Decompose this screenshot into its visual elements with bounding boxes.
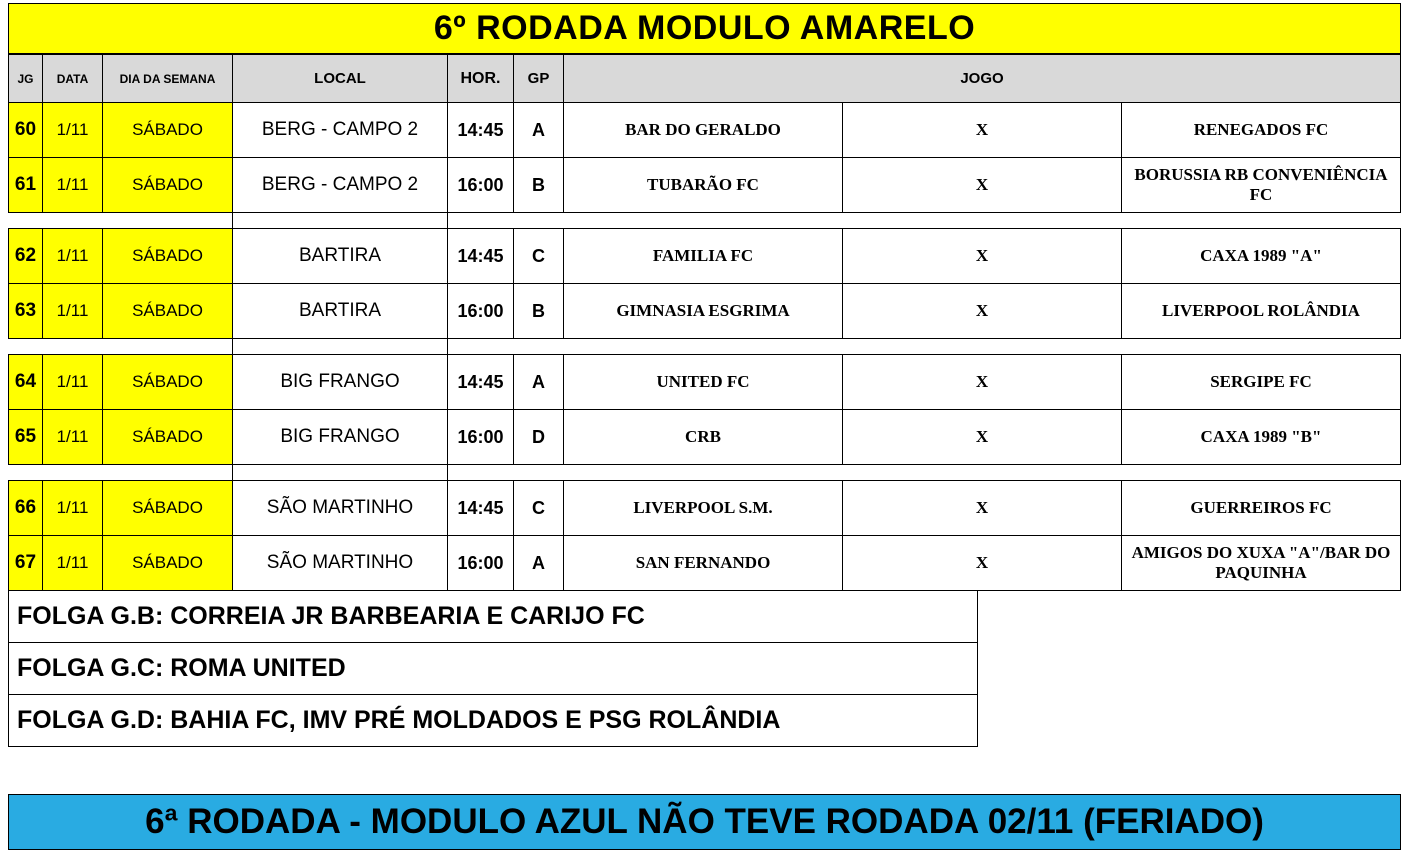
cell-dia: SÁBADO bbox=[103, 355, 233, 410]
cell-away-team: SERGIPE FC bbox=[1122, 355, 1401, 410]
cell-data: 1/11 bbox=[43, 229, 103, 284]
cell-dia: SÁBADO bbox=[103, 103, 233, 158]
cell-home-team: GIMNASIA ESGRIMA bbox=[564, 284, 843, 339]
cell-versus: X bbox=[843, 103, 1122, 158]
cell-local: SÃO MARTINHO bbox=[233, 481, 448, 536]
cell-hor: 16:00 bbox=[448, 284, 514, 339]
cell-hor: 16:00 bbox=[448, 158, 514, 213]
cell-away-team: BORUSSIA RB CONVENIÊNCIA FC bbox=[1122, 158, 1401, 213]
cell-dia: SÁBADO bbox=[103, 410, 233, 465]
column-header-jg: JG bbox=[9, 55, 43, 103]
table-header bbox=[9, 55, 1401, 103]
cell-jg: 66 bbox=[9, 481, 43, 536]
folga-list bbox=[8, 591, 978, 747]
cell-hor: 16:00 bbox=[448, 410, 514, 465]
cell-versus: X bbox=[843, 158, 1122, 213]
cell-gp: A bbox=[514, 536, 564, 591]
column-header-local: LOCAL bbox=[233, 55, 448, 103]
page-title: 6º RODADA MODULO AMARELO bbox=[433, 9, 976, 47]
cell-gp: A bbox=[514, 103, 564, 158]
cell-local: BERG - CAMPO 2 bbox=[233, 103, 448, 158]
cell-local: BERG - CAMPO 2 bbox=[233, 158, 448, 213]
cell-dia: SÁBADO bbox=[103, 284, 233, 339]
folga-item: FOLGA G.B: CORREIA JR BARBEARIA E CARIJO FC bbox=[8, 591, 978, 643]
cell-home-team: FAMILIA FC bbox=[564, 229, 843, 284]
block-separator bbox=[9, 465, 1401, 481]
cell-jg: 64 bbox=[9, 355, 43, 410]
cell-jg: 63 bbox=[9, 284, 43, 339]
cell-gp: C bbox=[514, 229, 564, 284]
table-row bbox=[9, 103, 1401, 158]
cell-local: BARTIRA bbox=[233, 284, 448, 339]
cell-hor: 14:45 bbox=[448, 481, 514, 536]
table-row bbox=[9, 229, 1401, 284]
cell-local: BIG FRANGO bbox=[233, 410, 448, 465]
cell-data: 1/11 bbox=[43, 103, 103, 158]
column-header-jogo: JOGO bbox=[564, 55, 1401, 103]
block-separator bbox=[9, 339, 1401, 355]
column-header-gp: GP bbox=[514, 55, 564, 103]
cell-versus: X bbox=[843, 229, 1122, 284]
cell-gp: B bbox=[514, 158, 564, 213]
table-row bbox=[9, 410, 1401, 465]
cell-jg: 60 bbox=[9, 103, 43, 158]
cell-away-team: CAXA 1989 "B" bbox=[1122, 410, 1401, 465]
cell-hor: 14:45 bbox=[448, 229, 514, 284]
cell-home-team: TUBARÃO FC bbox=[564, 158, 843, 213]
cell-local: BIG FRANGO bbox=[233, 355, 448, 410]
cell-gp: D bbox=[514, 410, 564, 465]
bottom-banner-text: 6ª RODADA - MODULO AZUL NÃO TEVE RODADA 02/11 (FERIADO) bbox=[145, 802, 1264, 841]
cell-hor: 16:00 bbox=[448, 536, 514, 591]
cell-home-team: UNITED FC bbox=[564, 355, 843, 410]
cell-home-team: BAR DO GERALDO bbox=[564, 103, 843, 158]
cell-versus: X bbox=[843, 355, 1122, 410]
bottom-banner bbox=[8, 794, 1401, 850]
cell-data: 1/11 bbox=[43, 284, 103, 339]
cell-versus: X bbox=[843, 284, 1122, 339]
column-header-data: DATA bbox=[43, 55, 103, 103]
cell-dia: SÁBADO bbox=[103, 158, 233, 213]
cell-hor: 14:45 bbox=[448, 103, 514, 158]
cell-away-team: RENEGADOS FC bbox=[1122, 103, 1401, 158]
cell-gp: C bbox=[514, 481, 564, 536]
folga-item: FOLGA G.C: ROMA UNITED bbox=[8, 643, 978, 695]
table-row bbox=[9, 536, 1401, 591]
table-row bbox=[9, 284, 1401, 339]
cell-away-team: GUERREIROS FC bbox=[1122, 481, 1401, 536]
cell-dia: SÁBADO bbox=[103, 536, 233, 591]
cell-jg: 67 bbox=[9, 536, 43, 591]
cell-data: 1/11 bbox=[43, 536, 103, 591]
cell-away-team: LIVERPOOL ROLÂNDIA bbox=[1122, 284, 1401, 339]
cell-local: BARTIRA bbox=[233, 229, 448, 284]
cell-dia: SÁBADO bbox=[103, 481, 233, 536]
column-header-dia: DIA DA SEMANA bbox=[103, 55, 233, 103]
cell-versus: X bbox=[843, 481, 1122, 536]
table-row bbox=[9, 355, 1401, 410]
cell-jg: 65 bbox=[9, 410, 43, 465]
block-separator bbox=[9, 213, 1401, 229]
header-row bbox=[9, 55, 1401, 103]
cell-gp: A bbox=[514, 355, 564, 410]
games-table bbox=[8, 54, 1401, 591]
cell-local: SÃO MARTINHO bbox=[233, 536, 448, 591]
cell-data: 1/11 bbox=[43, 355, 103, 410]
cell-dia: SÁBADO bbox=[103, 229, 233, 284]
table-row bbox=[9, 481, 1401, 536]
cell-home-team: LIVERPOOL S.M. bbox=[564, 481, 843, 536]
cell-away-team: AMIGOS DO XUXA "A"/BAR DO PAQUINHA bbox=[1122, 536, 1401, 591]
cell-away-team: CAXA 1989 "A" bbox=[1122, 229, 1401, 284]
cell-jg: 61 bbox=[9, 158, 43, 213]
cell-hor: 14:45 bbox=[448, 355, 514, 410]
cell-versus: X bbox=[843, 410, 1122, 465]
cell-home-team: CRB bbox=[564, 410, 843, 465]
folga-item: FOLGA G.D: BAHIA FC, IMV PRÉ MOLDADOS E PSG ROLÂNDIA bbox=[8, 695, 978, 747]
cell-home-team: SAN FERNANDO bbox=[564, 536, 843, 591]
cell-gp: B bbox=[514, 284, 564, 339]
column-header-hor: HOR. bbox=[448, 55, 514, 103]
title-banner bbox=[8, 3, 1401, 54]
schedule-sheet bbox=[0, 3, 1409, 854]
table-row bbox=[9, 158, 1401, 213]
cell-jg: 62 bbox=[9, 229, 43, 284]
cell-data: 1/11 bbox=[43, 410, 103, 465]
cell-data: 1/11 bbox=[43, 481, 103, 536]
cell-data: 1/11 bbox=[43, 158, 103, 213]
cell-versus: X bbox=[843, 536, 1122, 591]
table-body bbox=[9, 103, 1401, 591]
